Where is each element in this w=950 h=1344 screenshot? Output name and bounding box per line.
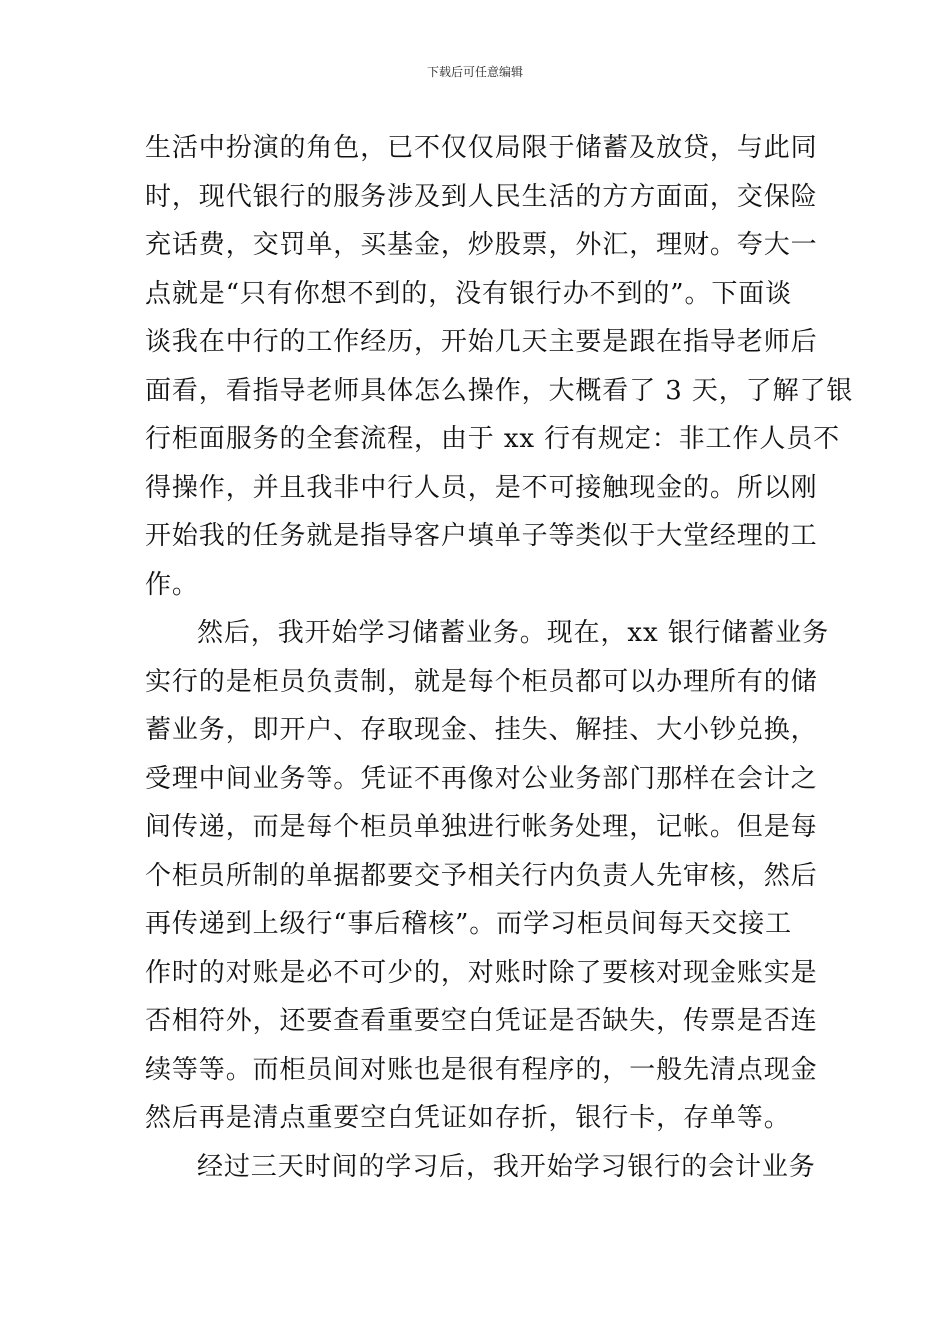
page-header: 下载后可任意编辑 [426,65,523,79]
paragraph-first-line: 经过三天时间的学习后，我开始学习银行的会计业务 [197,1151,816,1182]
document-body [145,124,854,1191]
text-line: 作时的对账是必不可少的，对账时除了要核对现金账实是 [145,957,818,988]
text-line: 续等等。而柜员间对账也是很有程序的，一般先清点现金 [145,1054,818,1085]
text-line: 面看，看指导老师具体怎么操作，大概看了 3 天，了解了银 [145,375,854,406]
text-line: 行柜面服务的全套流程，由于 xx 行有规定：非工作人员不 [145,424,841,454]
text-line: 作。 [145,569,199,600]
text-line: 个柜员所制的单据都要交予相关行内负责人先审核，然后 [145,860,818,891]
text-line: 受理中间业务等。凭证不再像对公业务部门那样在会计之 [145,763,818,794]
text-line: 然后再是清点重要空白凭证如存折，银行卡，存单等。 [145,1103,791,1133]
text-line: 开始我的任务就是指导客户填单子等类似于大堂经理的工 [145,521,818,551]
text-line: 再传递到上级行“事后稽核”。而学习柜员间每天交接工 [145,909,793,939]
text-line: 充话费，交罚单，买基金，炒股票，外汇，理财。夸大一 [145,230,818,260]
text-line: 否相符外，还要查看重要空白凭证是否缺失，传票是否连 [145,1006,818,1036]
text-line: 时，现代银行的服务涉及到人民生活的方方面面，交保险 [145,181,818,212]
text-line: 谈我在中行的工作经历，开始几天主要是跟在指导老师后 [145,327,818,357]
text-line: 蓄业务，即开户、存取现金、挂失、解挂、大小钞兑换， [145,715,818,745]
text-line: 间传递，而是每个柜员单独进行帐务处理，记帐。但是每 [145,812,818,842]
paragraph-first-line: 然后，我开始学习储蓄业务。现在，xx 银行储蓄业务 [197,618,830,648]
text-line: 生活中扮演的角色，已不仅仅局限于储蓄及放贷，与此同 [145,133,818,163]
text-line: 实行的是柜员负责制，就是每个柜员都可以办理所有的储 [145,666,818,697]
text-line: 点就是“只有你想不到的，没有银行办不到的”。下面谈 [145,278,793,309]
text-line: 得操作，并且我非中行人员，是不可接触现金的。所以刚 [145,472,818,503]
